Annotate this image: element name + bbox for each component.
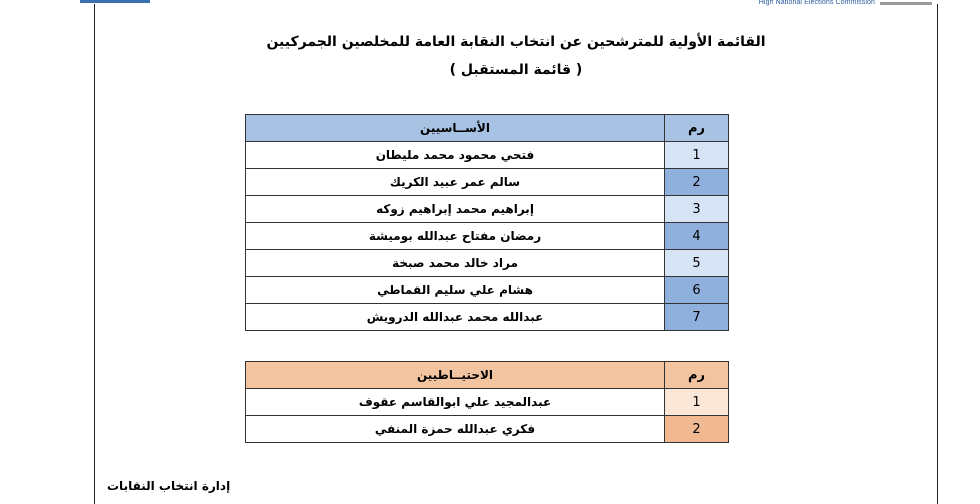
row-number: 1 (665, 142, 729, 169)
issuing-department: إدارة انتخاب النقابات (107, 479, 231, 493)
candidate-name: إبراهيم محمد إبراهيم زوكه (246, 196, 665, 223)
table-header-row (246, 362, 729, 389)
num-column-header: رم (665, 115, 729, 142)
candidate-name: مراد خالد محمد صبخة (246, 250, 665, 277)
document-title: القائمة الأولية للمترشحين عن انتخاب النقابة العامة للمخلصين الجمركيين (266, 34, 766, 50)
table-row (246, 277, 729, 304)
table-row (246, 304, 729, 331)
primary-candidates-table (245, 114, 729, 331)
candidate-name: فتحي محمود محمد مليطان (246, 142, 665, 169)
candidate-name: فكري عبدالله حمزة المنفي (246, 416, 665, 443)
candidate-name: عبدالمجيد علي ابوالقاسم عقوف (246, 389, 665, 416)
num-column-header: رم (665, 362, 729, 389)
candidate-name: سالم عمر عبيد الكريك (246, 169, 665, 196)
row-number: 3 (665, 196, 729, 223)
header-accent-line (80, 0, 150, 3)
table-row (246, 250, 729, 277)
reserve-candidates-table (245, 361, 729, 443)
table-row (246, 416, 729, 443)
row-number: 6 (665, 277, 729, 304)
row-number: 1 (665, 389, 729, 416)
commission-name: High National Elections Commission (758, 0, 875, 6)
candidate-name: هشام علي سليم القماطي (246, 277, 665, 304)
table-row (246, 169, 729, 196)
row-number: 7 (665, 304, 729, 331)
candidate-name: عبدالله محمد عبدالله الدرويش (246, 304, 665, 331)
row-number: 2 (665, 169, 729, 196)
row-number: 4 (665, 223, 729, 250)
name-column-header: الأســاسيين (246, 115, 665, 142)
row-number: 2 (665, 416, 729, 443)
list-name: ( قائمة المستقبل ) (449, 62, 583, 78)
candidate-name: رمضان مفتاح عبدالله بوميشة (246, 223, 665, 250)
table-row (246, 223, 729, 250)
table-row (246, 142, 729, 169)
table-row (246, 196, 729, 223)
name-column-header: الاحتيــاطيين (246, 362, 665, 389)
table-row (246, 389, 729, 416)
table-header-row (246, 115, 729, 142)
row-number: 5 (665, 250, 729, 277)
